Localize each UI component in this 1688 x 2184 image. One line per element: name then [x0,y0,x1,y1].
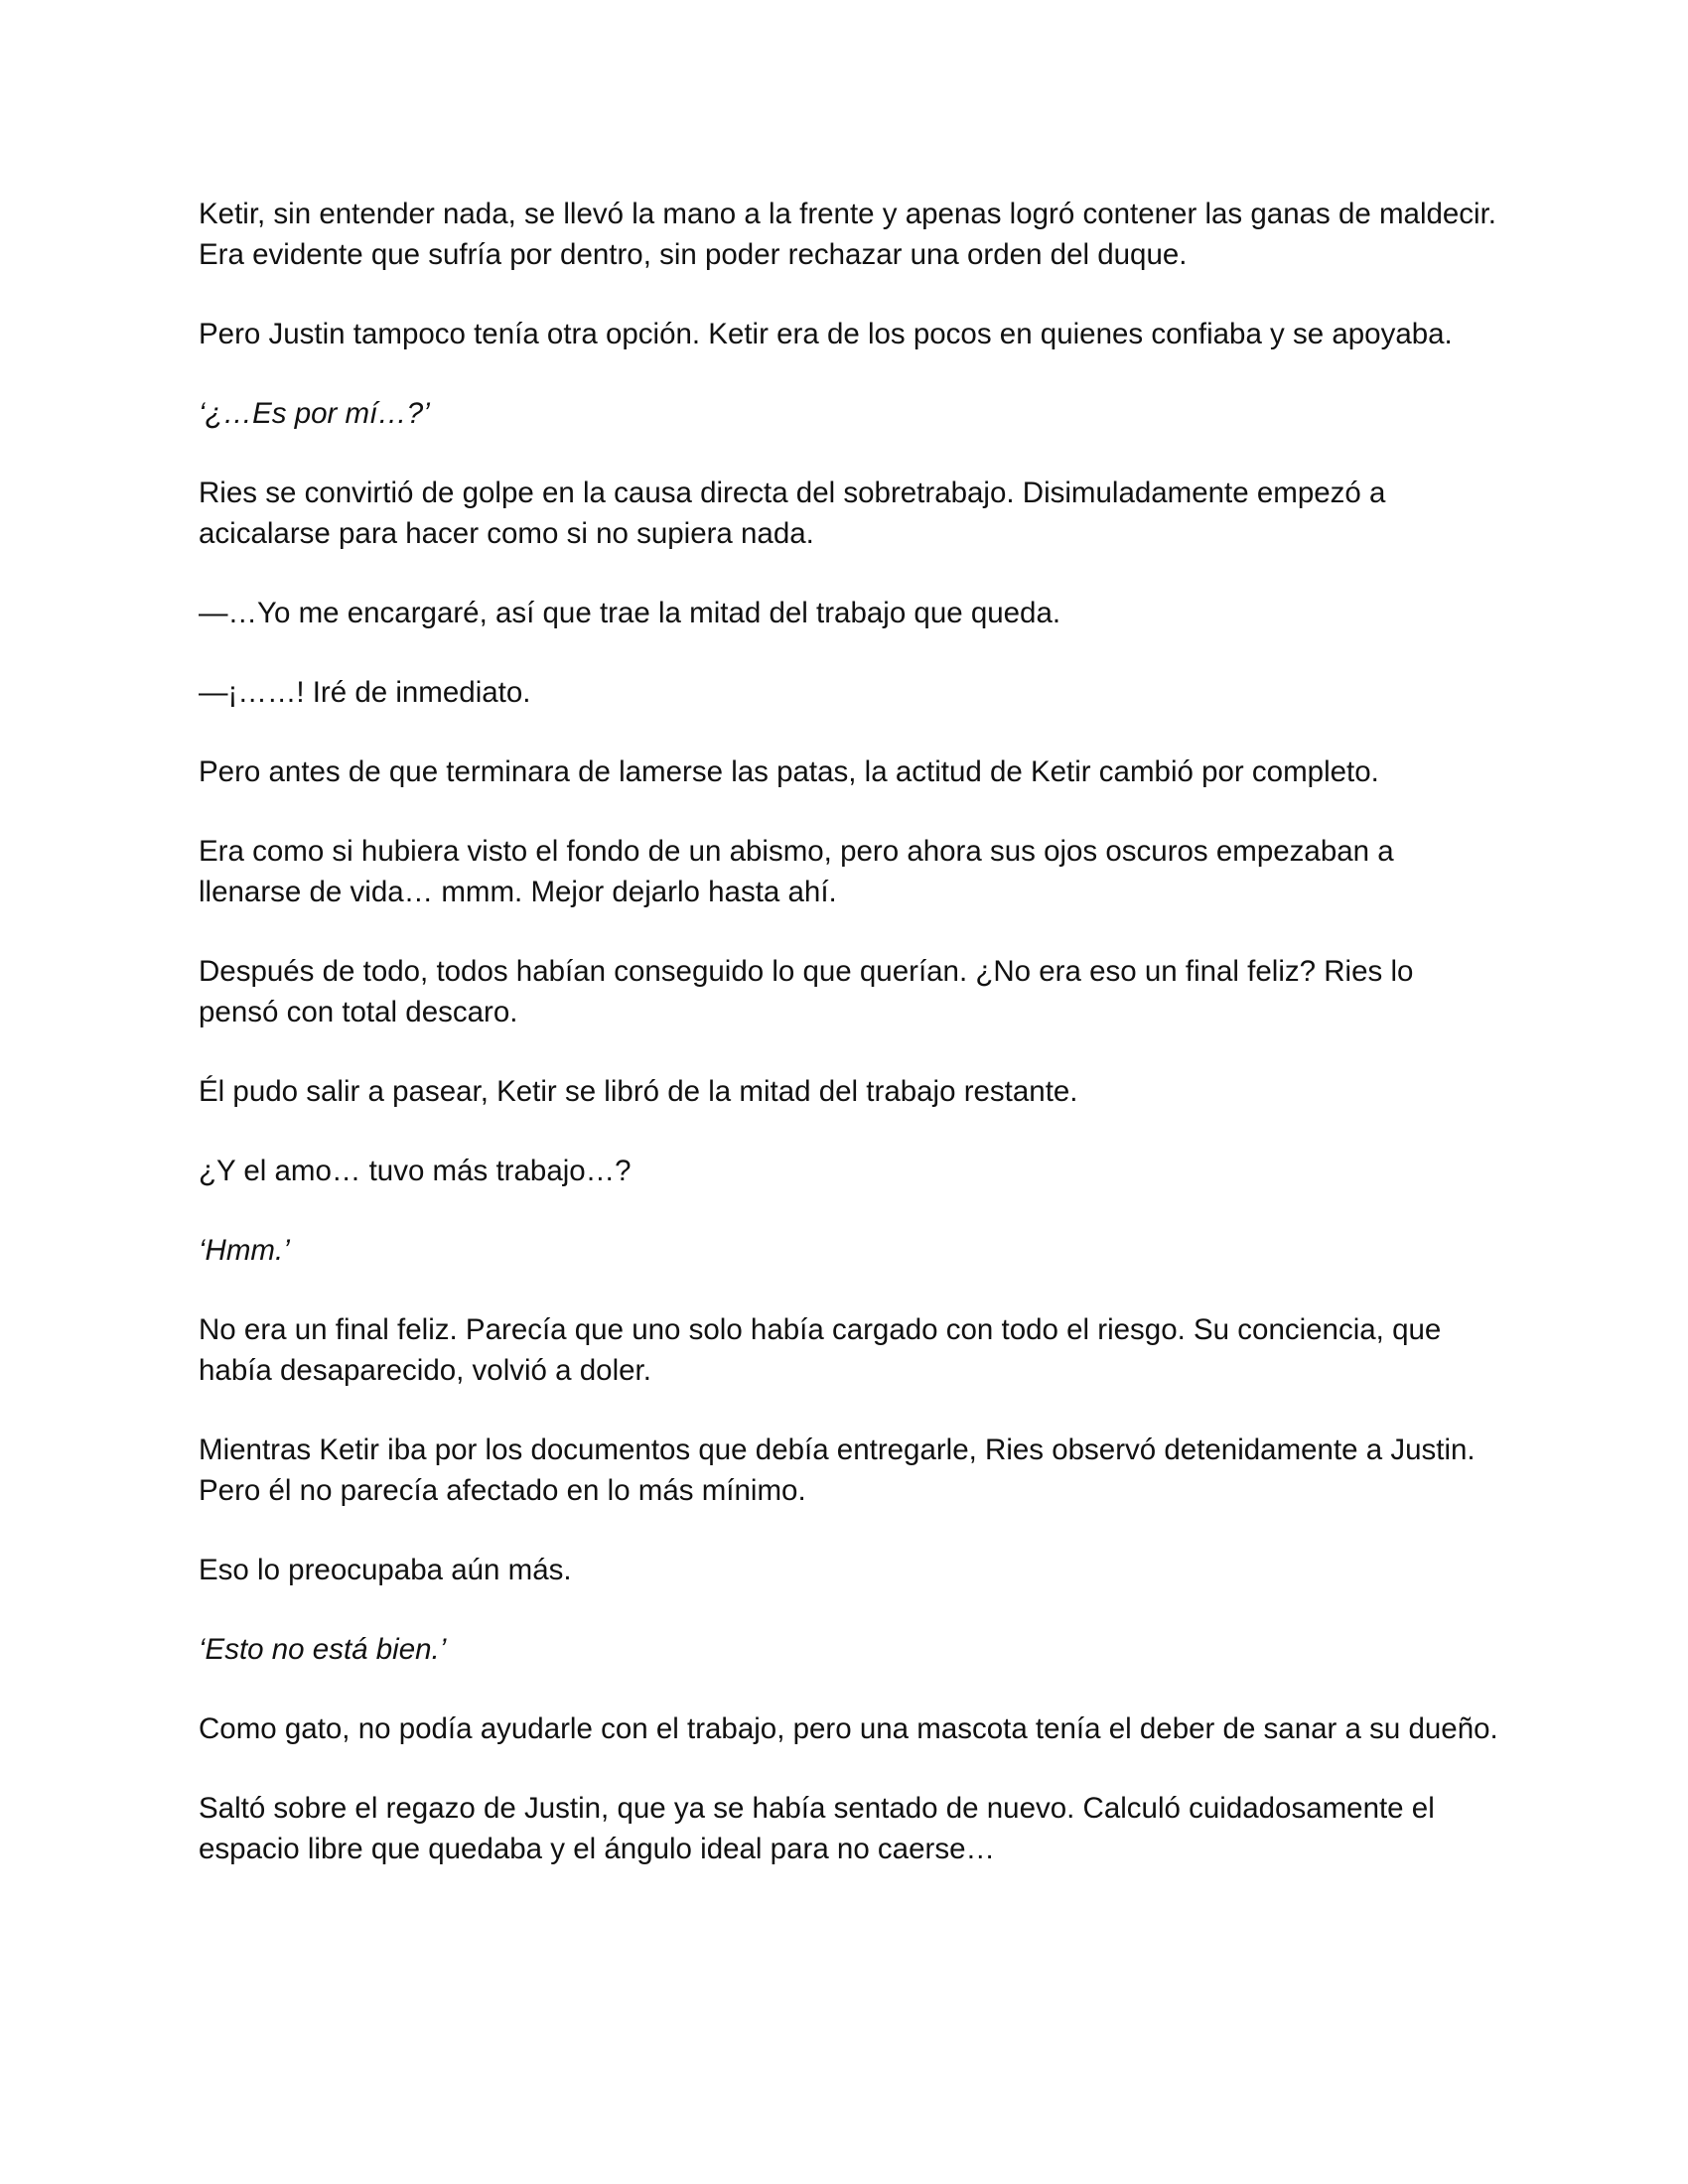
paragraph: Ketir, sin entender nada, se llevó la mano a la frente y apenas logró contener las ganas de maldecir. Era evidente que sufría por dentro, sin poder rechazar una orden del duque. [199,198,1497,271]
paragraph: Pero Justin tampoco tenía otra opción. Ketir era de los pocos en quienes confiaba y se apoyaba. [199,318,1453,350]
paragraph: Pero antes de que terminara de lamerse las patas, la actitud de Ketir cambió por completo. [199,755,1379,788]
paragraph: Ries se convirtió de golpe en la causa directa del sobretrabajo. Disimuladamente empezó a acicalarse para hacer como si no supiera nada. [199,477,1386,550]
document-body [199,194,1499,1908]
paragraph: Él pudo salir a pasear, Ketir se libró de la mitad del trabajo restante. [199,1075,1078,1108]
paragraph: Mientras Ketir iba por los documentos que debía entregarle, Ries observó detenidamente a Justin. Pero él no parecía afectado en lo más mínimo. [199,1433,1476,1507]
thought-paragraph: ‘Hmm.’ [199,1234,290,1267]
paragraph: ¿Y el amo… tuvo más trabajo…? [199,1155,632,1187]
dialogue-paragraph: —¡……! Iré de inmediato. [199,676,531,709]
paragraph: Como gato, no podía ayudarle con el trabajo, pero una mascota tenía el deber de sanar a su dueño. [199,1712,1498,1745]
paragraph: Después de todo, todos habían conseguido lo que querían. ¿No era eso un final feliz? Ries lo pensó con total descaro. [199,955,1414,1028]
paragraph: Saltó sobre el regazo de Justin, que ya se había sentado de nuevo. Calculó cuidadosamente el espacio libre que quedaba y el ángulo ideal para no caerse… [199,1792,1435,1865]
paragraph: No era un final feliz. Parecía que uno solo había cargado con todo el riesgo. Su conciencia, que había desaparecido, volvió a doler. [199,1313,1442,1387]
thought-paragraph: ‘¿…Es por mí…?’ [199,397,430,430]
paragraph: Era como si hubiera visto el fondo de un abismo, pero ahora sus ojos oscuros empezaban a llenarse de vida… mmm. Mejor dejarlo hasta ahí. [199,835,1394,908]
thought-paragraph: ‘Esto no está bien.’ [199,1633,447,1666]
paragraph: Eso lo preocupaba aún más. [199,1554,572,1586]
dialogue-paragraph: —…Yo me encargaré, así que trae la mitad del trabajo que queda. [199,597,1061,629]
